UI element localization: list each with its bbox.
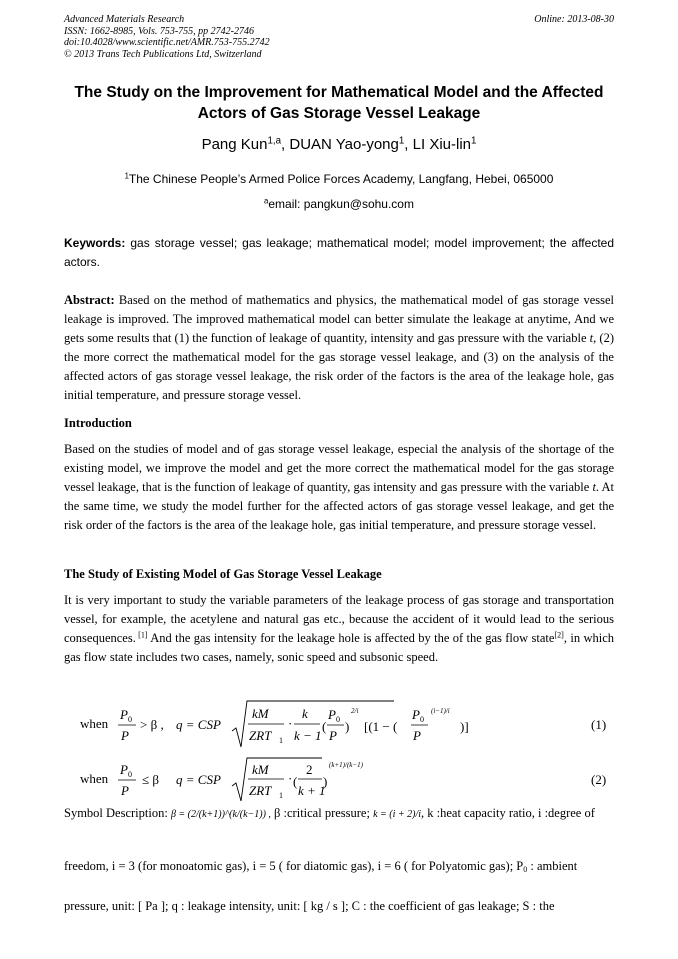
symbol-line-3: pressure, unit: [ Pa ]; q : leakage intensity, unit: [ kg / s ]; C : the coefficient of gas leakage; S : the [64,899,555,913]
abstract-text-2: , (2) the more correct the mathematical model for the gas storage vessel leakage, and (3) on the analysis of the affected actors of gas storage vessel leakage, the risk order of the factors is the area of the leakage hole, gas initial temperature, and pressure storage vessel. [64,331,614,402]
symbol-line-2-text: freedom, i = 3 (for monoatomic gas), i = 5 ( for diatomic gas), i = 6 ( for Polyatomic gas); P [64,859,524,873]
eq2-p0-sub: 0 [128,770,132,779]
eq2-when: when [80,771,109,786]
keywords-label: Keywords: [64,236,126,250]
eq2-p: P [121,783,129,798]
eq1-bracket-close: )] [460,719,469,734]
eq1-p-c: P [413,728,421,743]
reference-2: [2] [554,630,564,640]
eq2-two: 2 [306,762,313,777]
introduction-heading: Introduction [64,416,132,430]
author-3: LI Xiu-lin [412,136,471,153]
eq2-dot: · [288,771,293,786]
introduction-body [64,440,614,535]
eq2-paren-close: ) [323,774,328,789]
eq1-paren-open: ( [322,719,327,734]
existing-text-3: , in which gas flow state includes two cases, namely, sonic speed and subsonic speed. [64,631,614,664]
symbol-line-2 [64,848,614,888]
symbol-label: Symbol Description: [64,806,168,820]
affiliation-text: The Chinese People’s Armed Police Forces Academy, Langfang, Hebei, 065000 [128,172,554,186]
doi: doi:10.4028/www.scientific.net/AMR.753-755.2742 [64,37,270,48]
eq2-q: q = CSP [176,772,221,787]
eq1-p0-c: P [412,707,420,722]
eq2-p0: P [120,762,128,777]
intro-var-t: t [592,480,596,494]
beta-text: β :critical pressure; [270,806,370,820]
eq1-when: when [80,716,109,731]
symbol-description-line-1 [64,806,614,821]
k-text: , k :heat capacity ratio, i :degree of [421,806,595,820]
k-definition: k = (i + 2)/i [373,809,422,820]
eq1-dot: · [288,716,293,731]
copyright: © 2013 Trans Tech Publications Ltd, Switzerland [64,48,262,60]
affiliation-sup: 1 [124,171,129,181]
existing-text-1: It is very important to study the variable parameters of the leakage process of gas storage and transportation vessel, for example, the acetylene and natural gas etc., because the accident of it would lead to the serious consequences. [64,593,614,645]
paper-title: The Study on the Improvement for Mathematical Model and the Affected Actors of Gas Storage Vessel Leakage [74,84,604,122]
eq1-bracket-open: [(1 − ( [364,719,398,734]
abstract-text-1: Based on the method of mathematics and physics, the mathematical model of gas storage vessel leakage is improved. The improved mathematical model can better simulate the leakage at anytime, And we gets some results that (1) the function of leakage of quantity, intensity and gas pressure with the variable [64,293,614,345]
eq1-p0-b-sub: 0 [336,715,340,724]
abstract-label: Abstract: [64,293,115,307]
email-text: email: pangkun@sohu.com [268,197,414,211]
eq2-k-plus-1: k + 1 [298,783,326,798]
symbol-description-rest [64,848,614,924]
eq1-zrt-sub: 1 [279,736,283,745]
intro-text-1: Based on the studies of model and of gas storage vessel leakage, especial the analysis of the shortage of the existing model, we improve the model and get the more correct the mathematical model for the gas storage vessel leakage, that is the function of leakage of quantity, gas intensity and gas pressure with the variable [64,442,614,494]
eq2-le-beta: ≤ β [142,772,159,787]
eq1-k-minus-1: k − 1 [294,728,322,743]
eq1-number: (1) [591,717,607,732]
eq1-exp-2-over-i: 2/i [351,707,359,715]
existing-model-body [64,591,614,667]
symbol-line-2-sub: 0 [523,865,528,874]
eq1-p: P [121,728,129,743]
email-sup: a [264,196,269,206]
eq1-k: k [302,706,308,721]
eq2-number: (2) [591,772,607,787]
author-sep-2: , [404,136,413,153]
eq2-km: kM [252,762,269,777]
author-1: Pang Kun [201,136,268,153]
online-date: Online: 2013-08-30 [534,14,614,25]
issn: ISSN: 1662-8985, Vols. 753-755, pp 2742-2746 [64,25,254,37]
eq1-p0-c-sub: 0 [420,715,424,724]
symbol-line-2-end: : ambient [527,859,578,873]
journal-header [64,14,614,60]
affiliation [50,172,628,186]
reference-1: [1] [135,630,148,640]
eq1-gt-beta: > β , [140,717,164,732]
author-3-sup: 1 [471,135,477,147]
equation-2 [64,755,614,805]
eq1-p0-b: P [328,707,336,722]
keywords-text: gas storage vessel; gas leakage; mathematical model; model improvement; the affected actors. [64,236,614,269]
eq2-zrt: ZRT [249,783,272,798]
existing-model-heading: The Study of Existing Model of Gas Storage Vessel Leakage [64,567,382,581]
eq1-p-b: P [329,728,337,743]
eq1-zrt: ZRT [249,728,272,743]
eq1-paren-close: ) [345,719,350,734]
keywords [64,234,614,272]
eq2-zrt-sub: 1 [279,791,283,800]
equation-1 [64,697,614,753]
eq1-km: kM [252,706,269,721]
email-line [50,197,628,211]
author-1-sup: 1,a [267,135,282,147]
journal-name: Advanced Materials Research [64,14,185,25]
eq1-exp-i1-over-i: (i−1)/i [431,707,450,715]
intro-text-2: . At the same time, we study the model further for the affected actors of gas storage vessel leakage, and get the risk order of the factors is the area of the leakage hole, gas initial temperature, and pressure storage vessel. [64,480,614,532]
eq1-q: q = CSP [176,717,221,732]
author-sep-1: , [281,136,290,153]
eq1-p0: P [120,707,128,722]
beta-definition: β = (2/(k+1))^(k/(k−1)) , [170,809,271,820]
eq2-paren-open: ( [293,774,298,789]
author-2: DUAN Yao-yong [289,136,399,153]
abstract-var-t: t [589,331,594,345]
eq2-exp: (k+1)/(k−1) [329,761,363,769]
author-list [50,136,628,153]
eq1-p0-sub: 0 [128,715,132,724]
abstract [64,291,614,405]
author-2-sup: 1 [398,135,405,147]
existing-text-2: And the gas intensity for the leakage hole is affected by the of the gas flow state [147,631,555,645]
